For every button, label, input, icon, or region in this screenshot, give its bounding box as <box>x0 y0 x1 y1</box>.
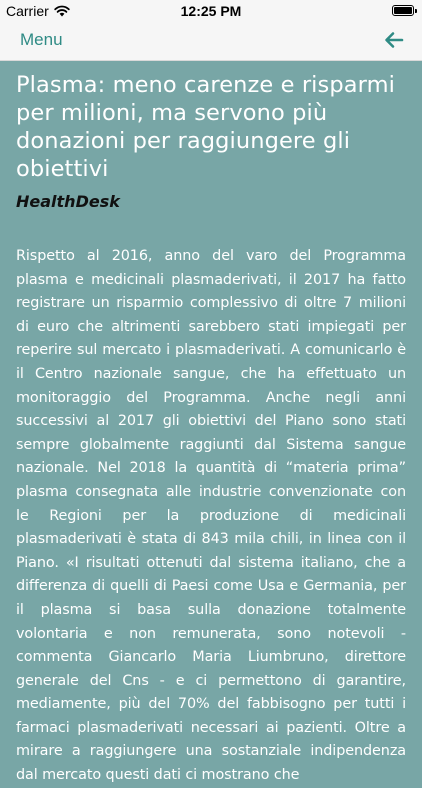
arrow-left-icon[interactable] <box>384 31 404 49</box>
menu-button[interactable]: Menu <box>20 30 63 49</box>
article-body: Rispetto al 2016, anno del varo del Programma plasma e medicinali plasmaderivati, il 2017 ha fatto registrare un risparmio complessivo di oltre 7 milioni di euro che altrimenti sarebbero stati impiegati per reperire sul mercato i plasmaderivati. A comunicarlo è il Centro nazionale sangue, che ha effettuato un monitoraggio del Programma. Anche negli anni successivi al 2017 gli obiettivi del Piano sono stati sempre globalmente raggiunti dal Sistema sangue nazionale. Nel 2018 la quantità di “materia prima” plasma consegnata alle industrie convenzionate con le Regioni per la produzione di medicinali plasmaderivati è stata di 843 mila chili, in linea con il Piano. «I risultati ottenuti dal sistema italiano, che a differenza di quelli di Paesi come Usa e Germania, per il plasma si basa sulla donazione totalmente volontaria e non remunerata, sono notevoli - commenta Giancarlo Maria Liumbruno, direttore generale del Cns - e ci permettono di garantire, mediamente, più del 70% del fabbisogno per tutti i farmaci plasmaderivati necessari ai pazienti. Oltre a mirare a raggiungere una sostanziale indipendenza dal mercato questi dati ci mostrano che <box>16 248 406 784</box>
article-title: Plasma: meno carenze e risparmi per milioni, ma servono più donazioni per raggiungere gli obiettivi <box>16 72 395 182</box>
status-time: 12:25 PM <box>180 3 242 19</box>
status-bar <box>0 0 422 22</box>
carrier-label: Carrier <box>6 3 49 19</box>
article-source: HealthDesk <box>16 192 120 211</box>
navigation-bar <box>0 22 422 61</box>
article-content[interactable] <box>0 61 422 784</box>
battery-icon <box>392 5 414 16</box>
